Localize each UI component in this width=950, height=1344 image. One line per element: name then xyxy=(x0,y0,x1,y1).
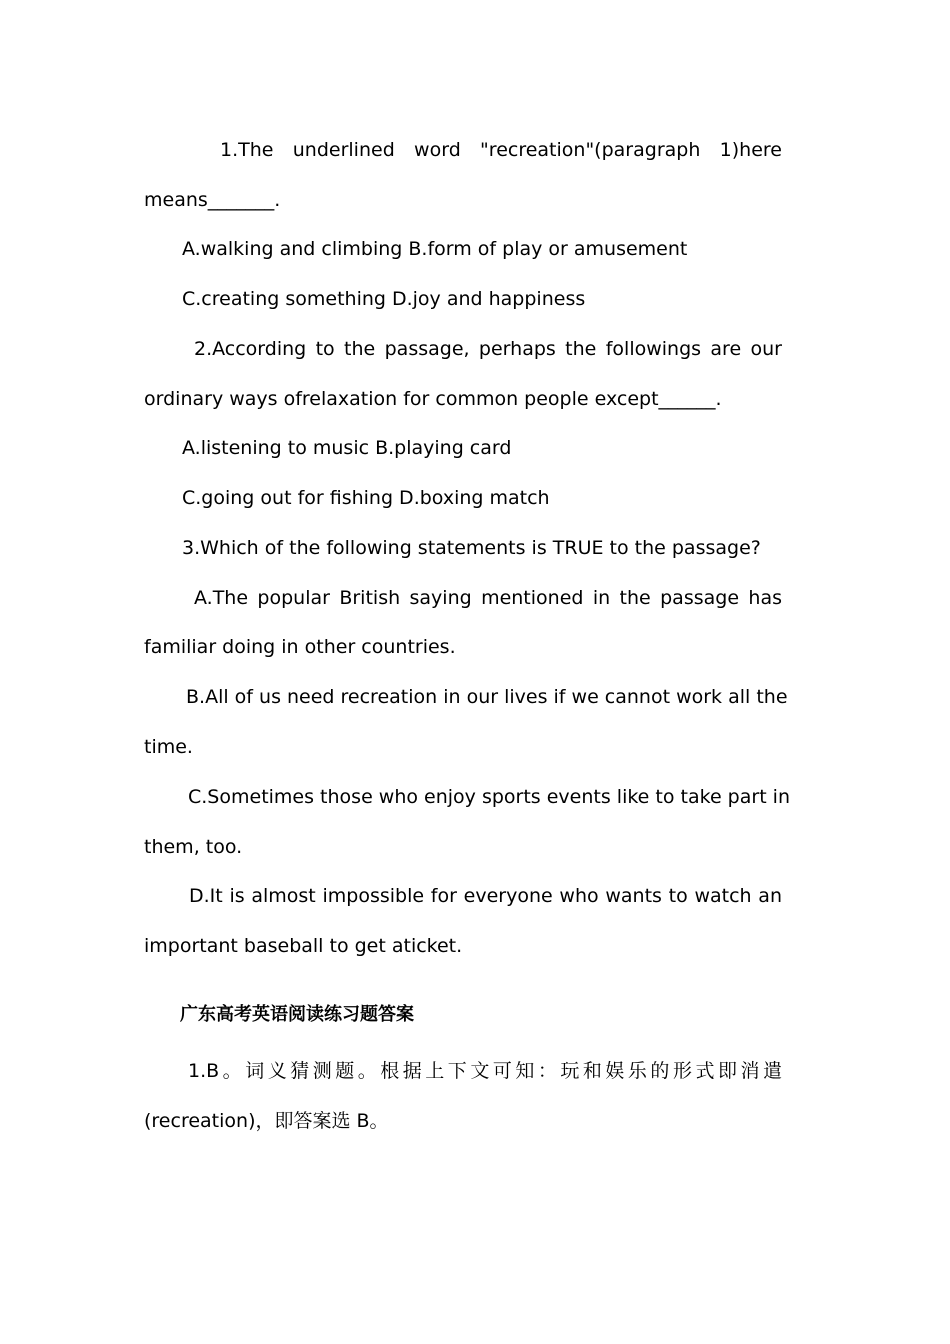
q3-option-d-line1: D.It is almost impossible for everyone who wants to watch an xyxy=(189,885,782,907)
q1-options-ab: A.walking and climbing B.form of play or amusement xyxy=(182,238,688,260)
q2-stem-line1: 2.According to the passage, perhaps the followings are our xyxy=(194,338,782,360)
q3-option-b-line1: B.All of us need recreation in our lives if we cannot work all the xyxy=(186,686,788,708)
answer-1-line1: 1.B。词义猜测题。根据上下文可知：玩和娱乐的形式即消遣 xyxy=(188,1060,782,1082)
q3-option-c-line1: C.Sometimes those who enjoy sports events like to take part in xyxy=(188,786,790,808)
q2-stem-line2: ordinary ways ofrelaxation for common people except______. xyxy=(144,388,722,410)
q3-option-a-line2: familiar doing in other countries. xyxy=(144,636,456,658)
answer-1-line2: (recreation)，即答案选 B。 xyxy=(144,1110,389,1132)
q3-option-d-line2: important baseball to get aticket. xyxy=(144,935,463,957)
q1-stem-line1: 1.The underlined word "recreation"(paragraph 1)here xyxy=(220,139,782,161)
q3-option-c-line2: them, too. xyxy=(144,836,243,858)
q2-options-cd: C.going out for fishing D.boxing match xyxy=(182,487,550,509)
q1-options-cd: C.creating something D.joy and happiness xyxy=(182,288,586,310)
q3-stem: 3.Which of the following statements is TRUE to the passage? xyxy=(182,537,761,559)
q2-options-ab: A.listening to music B.playing card xyxy=(182,437,512,459)
q1-stem-line2: means_______. xyxy=(144,189,281,211)
answers-heading: 广东高考英语阅读练习题答案 xyxy=(180,1004,414,1025)
q3-option-a-line1: A.The popular British saying mentioned in the passage has xyxy=(194,587,782,609)
q3-option-b-line2: time. xyxy=(144,736,193,758)
